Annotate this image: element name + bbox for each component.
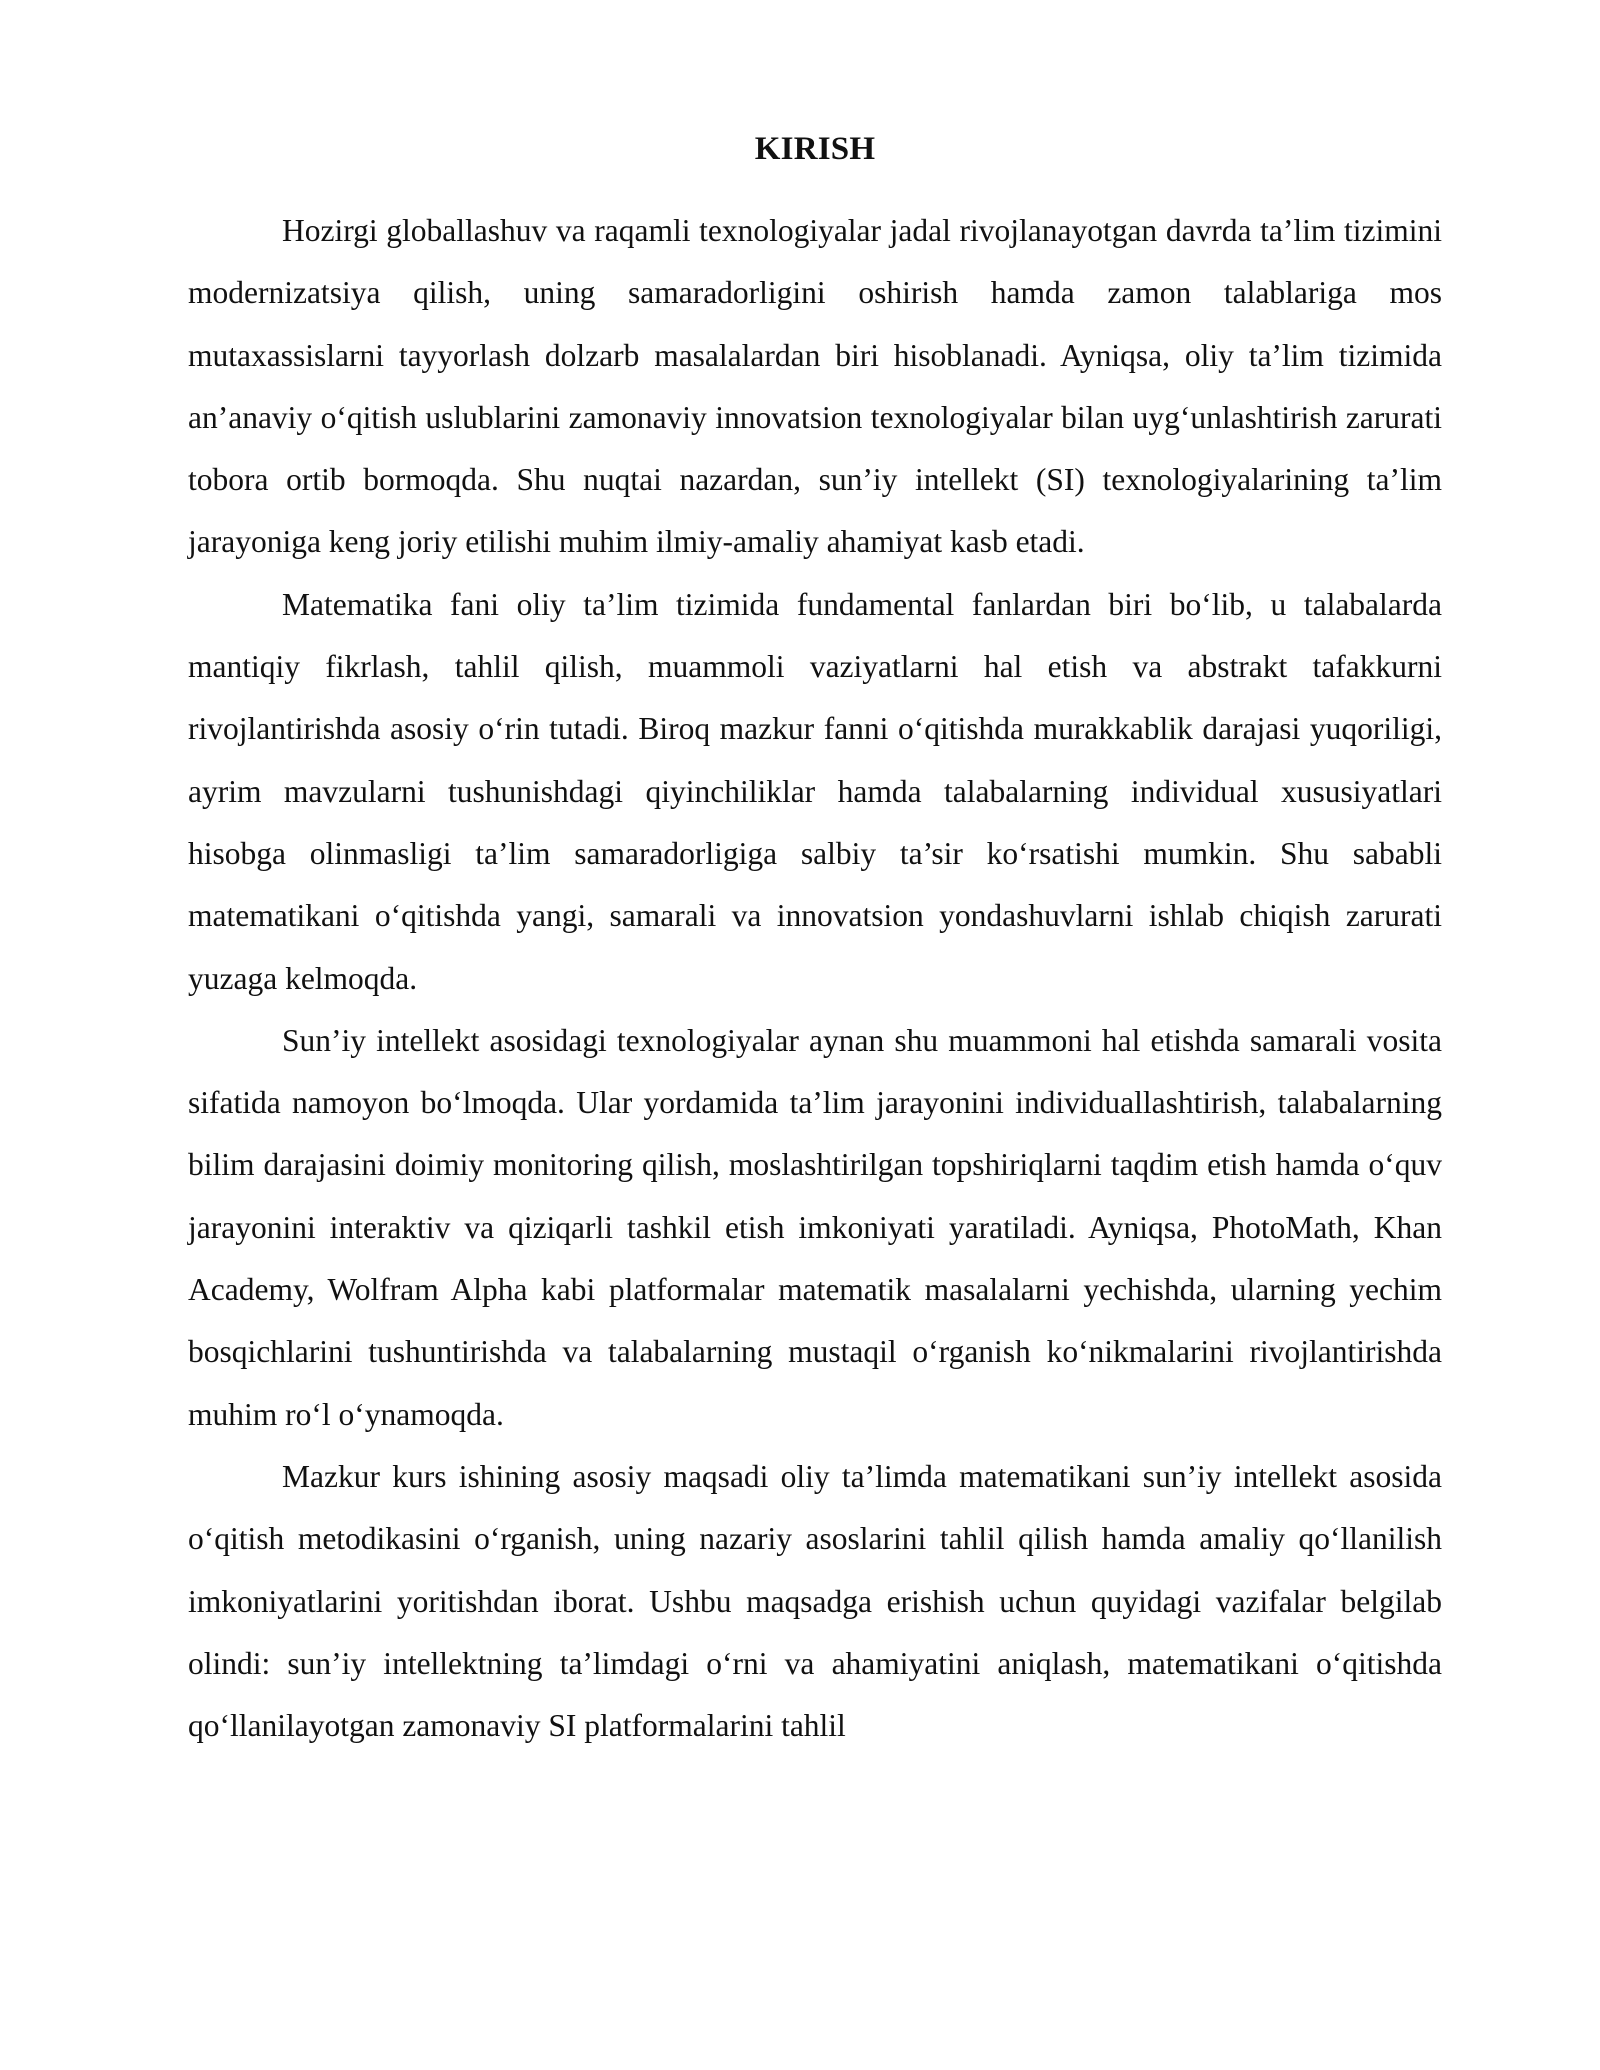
paragraph-1: Hozirgi globallashuv va raqamli texnologiyalar jadal rivojlanayotgan davrda ta’lim tizimini modernizatsiya qilish, uning samaradorligini oshirish hamda zamon talablariga mos mutaxassislarni tayyorlash dolzarb masalalardan biri hisoblanadi. Ayniqsa, oliy ta’lim tizimida an’anaviy o‘qitish uslublarini zamonaviy innovatsion texnologiyalar bilan uyg‘unlashtirish zarurati tobora ortib bormoqda. Shu nuqtai nazardan, sun’iy intellekt (SI) texnologiyalarining ta’lim jarayoniga keng joriy etilishi muhim ilmiy-amaliy ahamiyat kasb etadi. [188, 213, 1442, 560]
page-title: KIRISH [754, 131, 876, 167]
paragraph-4: Mazkur kurs ishining asosiy maqsadi oliy ta’limda matematikani sun’iy intellekt asosida o‘qitish metodikasini o‘rganish, uning nazariy asoslarini tahlil qilish hamda amaliy qo‘llanilish imkoniyatlarini yoritishdan iborat. Ushbu maqsadga erishish uchun quyidagi vazifalar belgilab olindi: sun’iy intellektning ta’limdagi o‘rni va ahamiyatini aniqlash, matematikani o‘qitishda qo‘llanilayotgan zamonaviy SI platformalarini tahlil [188, 1458, 1442, 1744]
page-content [188, 118, 1442, 1757]
paragraph-2: Matematika fani oliy ta’lim tizimida fundamental fanlardan biri bo‘lib, u talabalarda mantiqiy fikrlash, tahlil qilish, muammoli vaziyatlarni hal etish va abstrakt tafakkurni rivojlantirishda asosiy o‘rin tutadi. Biroq mazkur fanni o‘qitishda murakkablik darajasi yuqoriligi, ayrim mavzularni tushunishdagi qiyinchiliklar hamda talabalarning individual xususiyatlari hisobga olinmasligi ta’lim samaradorligiga salbiy ta’sir ko‘rsatishi mumkin. Shu sababli matematikani o‘qitishda yangi, samarali va innovatsion yondashuvlarni ishlab chiqish zarurati yuzaga kelmoqda. [188, 586, 1442, 996]
paragraph-3: Sun’iy intellekt asosidagi texnologiyalar aynan shu muammoni hal etishda samarali vosita sifatida namoyon bo‘lmoqda. Ular yordamida ta’lim jarayonini individuallashtirish, talabalarning bilim darajasini doimiy monitoring qilish, moslashtirilgan topshiriqlarni taqdim etish hamda o‘quv jarayonini interaktiv va qiziqarli tashkil etish imkoniyati yaratiladi. Ayniqsa, PhotoMath, Khan Academy, Wolfram Alpha kabi platformalar matematik masalalarni yechishda, ularning yechim bosqichlarini tushuntirishda va talabalarning mustaqil o‘rganish ko‘nikmalarini rivojlantirishda muhim ro‘l o‘ynamoqda. [188, 1022, 1442, 1432]
